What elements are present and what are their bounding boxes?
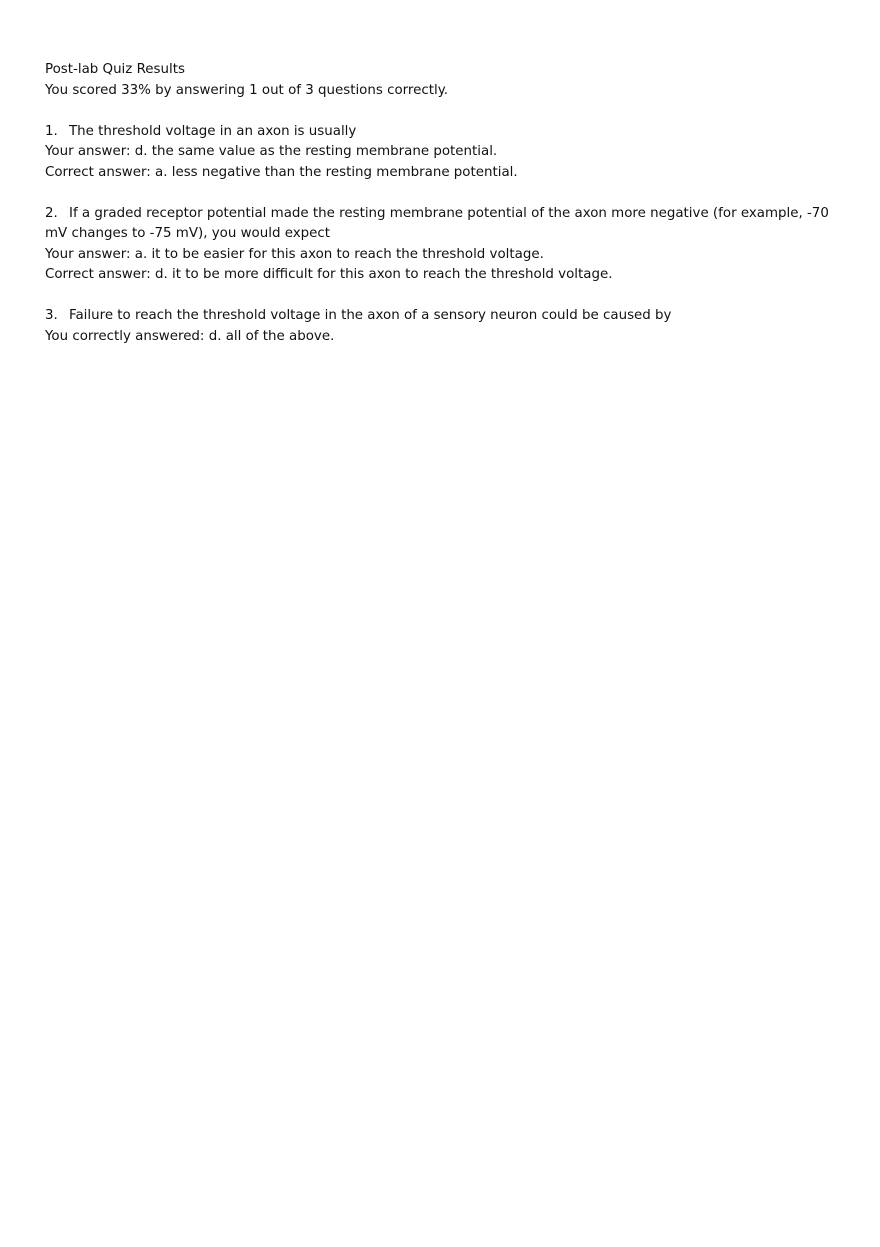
question-2: [45, 204, 835, 286]
question-text: The threshold voltage in an axon is usually: [69, 123, 357, 139]
correct-answer: Correct answer: a. less negative than the resting membrane potential.: [45, 164, 518, 180]
question-number: 3.: [45, 308, 58, 323]
question-number: 1.: [45, 123, 58, 139]
question-text: If a graded receptor potential made the resting membrane potential of the axon more negative (for example, -70 mV changes to -75 mV), you would expect: [45, 205, 829, 241]
correct-answer-confirmation: You correctly answered: d. all of the above.: [45, 328, 335, 344]
your-answer: Your answer: a. it to be easier for this axon to reach the threshold voltage.: [45, 246, 544, 262]
question-3: [45, 306, 835, 347]
question-1: [45, 122, 835, 184]
score-summary: You scored 33% by answering 1 out of 3 questions correctly.: [45, 82, 448, 98]
question-3-prompt: [45, 306, 835, 327]
question-text: Failure to reach the threshold voltage in the axon of a sensory neuron could be caused by: [69, 308, 672, 323]
correct-answer: Correct answer: d. it to be more difficult for this axon to reach the threshold voltage.: [45, 267, 613, 282]
quiz-results-document: [45, 60, 835, 347]
question-number: 2.: [45, 205, 58, 221]
question-1-prompt: [45, 122, 835, 143]
your-answer: Your answer: d. the same value as the resting membrane potential.: [45, 144, 498, 159]
question-2-prompt: [45, 204, 835, 245]
page-title: Post-lab Quiz Results: [45, 62, 185, 77]
